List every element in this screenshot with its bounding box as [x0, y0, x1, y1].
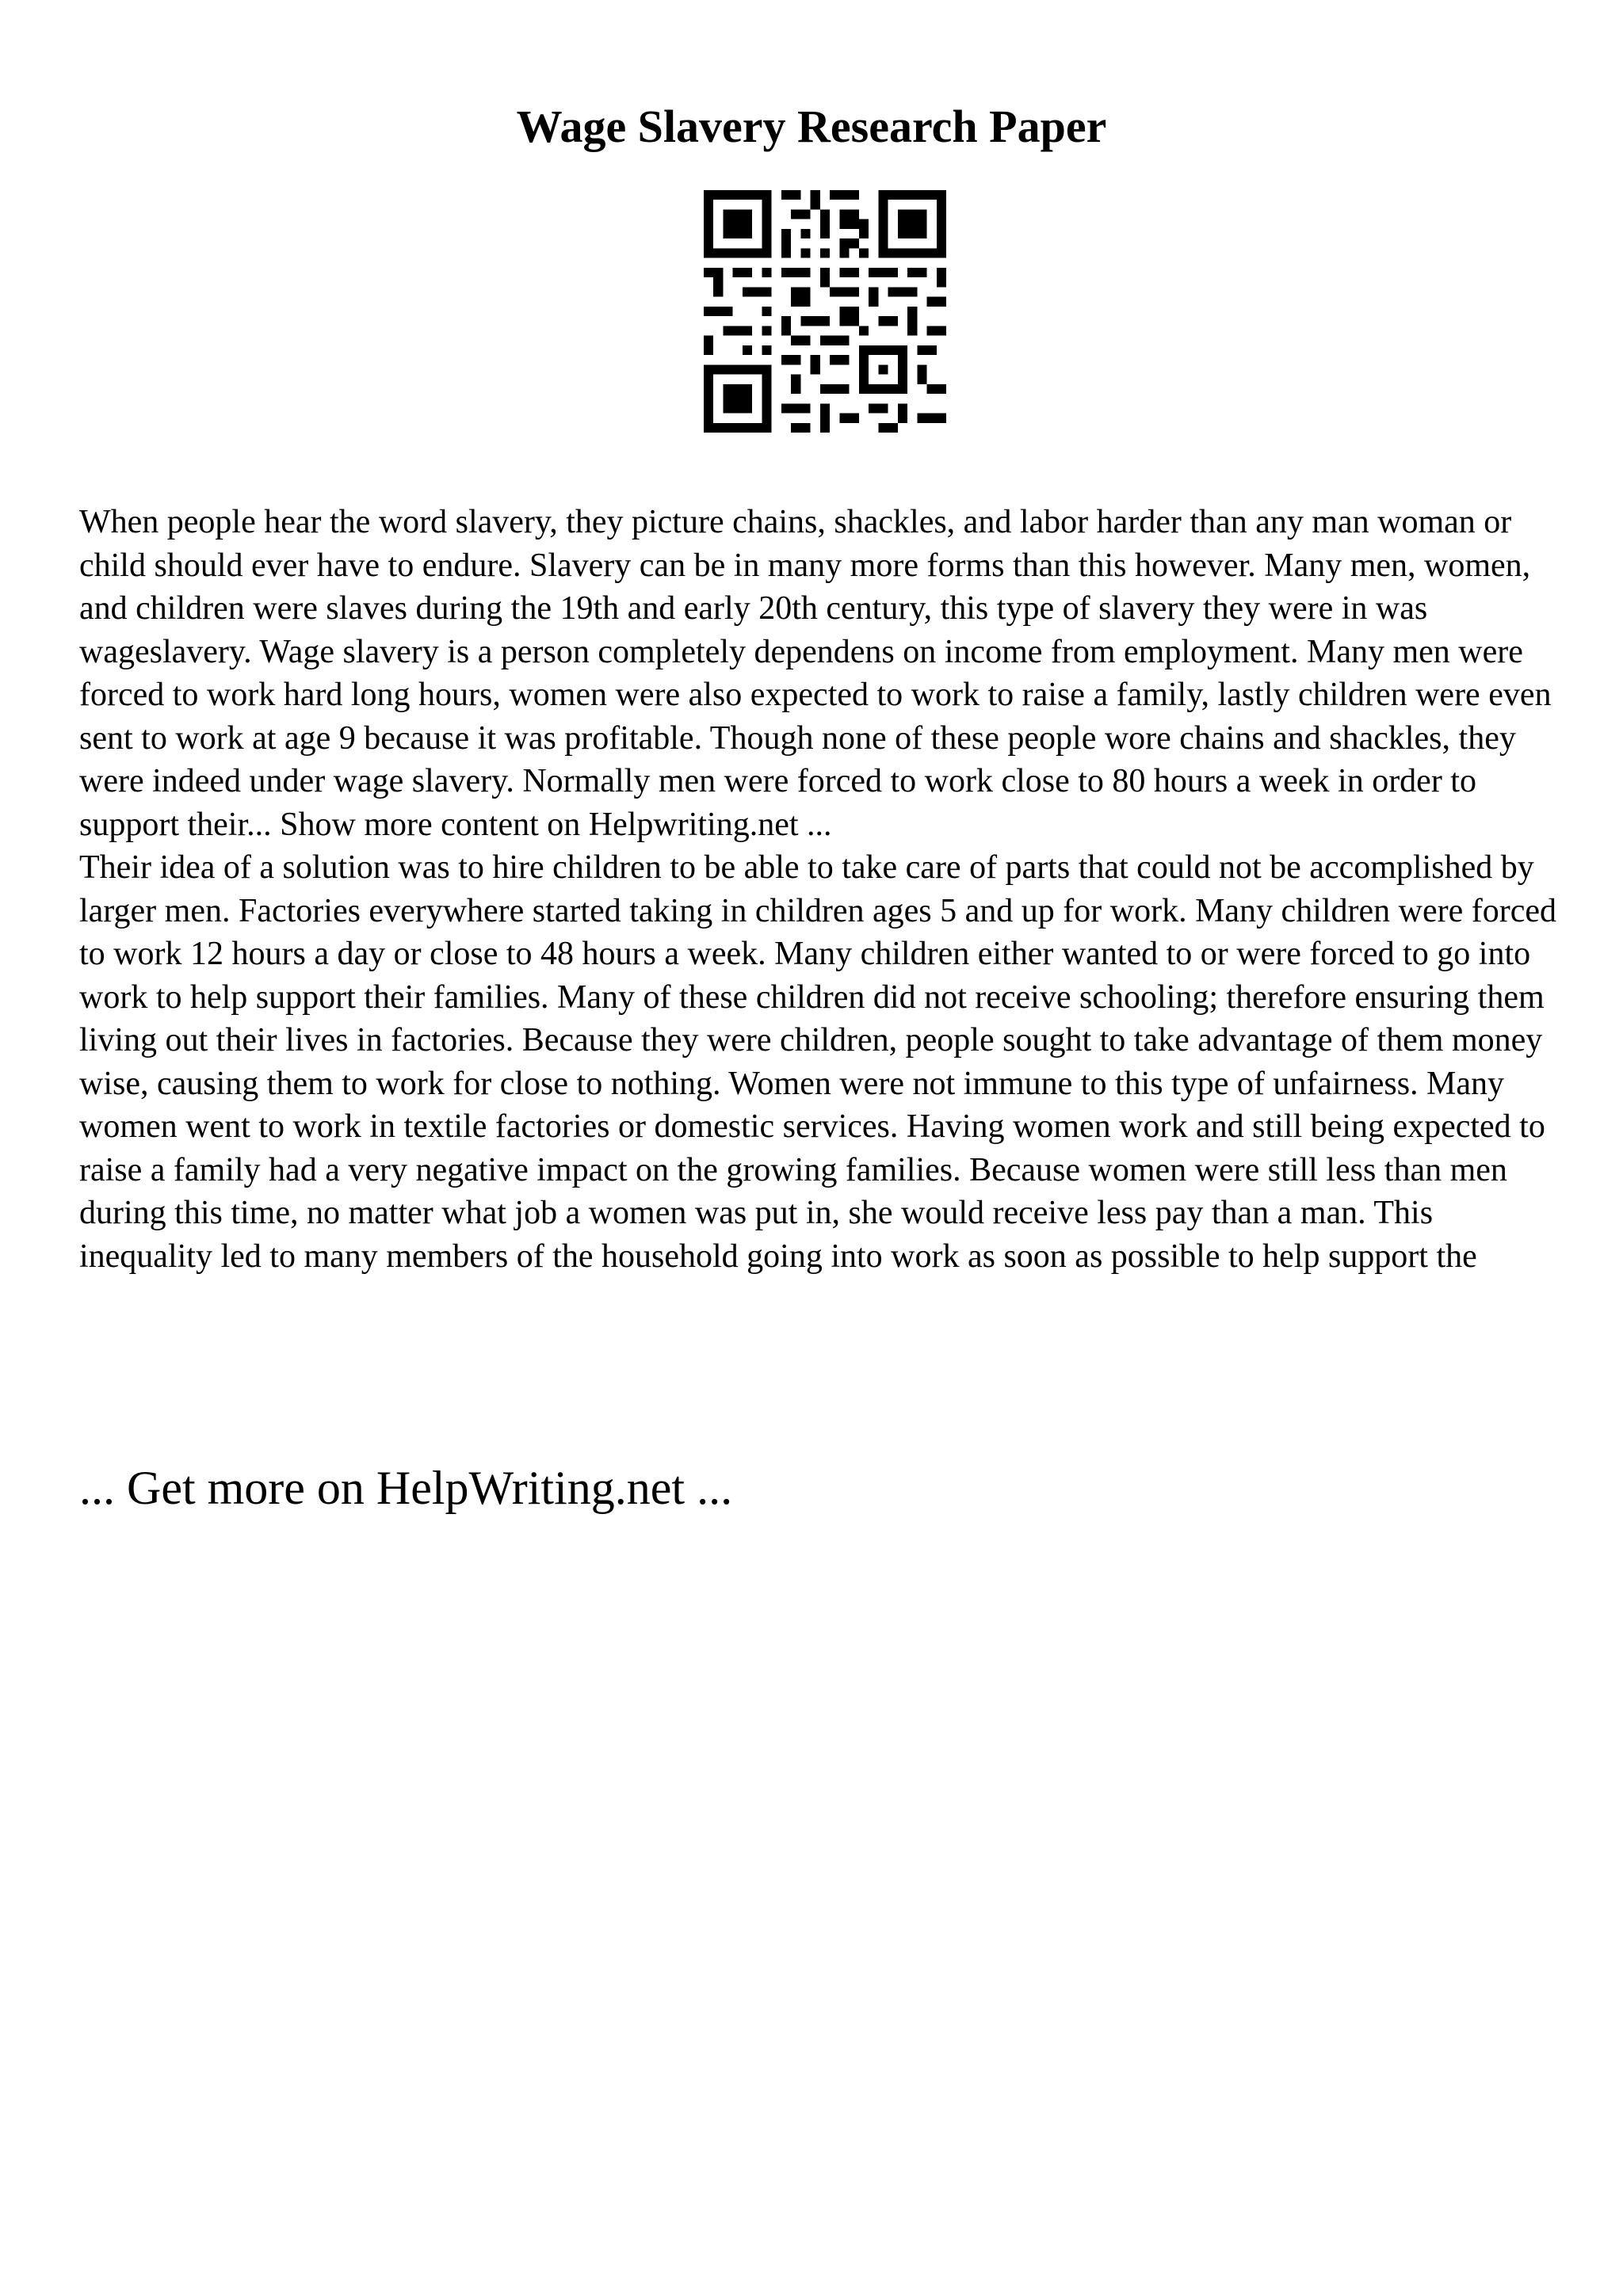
qr-code-icon	[704, 190, 946, 433]
paragraph-1: When people hear the word slavery, they picture chains, shackles, and labor harder than any man woman or child should ever have to endure. Slavery can be in many more forms than this however. Many men, women, and children were slaves during the 19th and early 20th century, this type of slavery they were in was wageslavery. Wage slavery is a person completely dependens on income from employment. Many men were forced to work hard long hours, women were also expected to work to raise a family, lastly children were even sent to work at age 9 because it was profitable. Though none of these people wore chains and shackles, they were indeed under wage slavery. Normally men were forced to work close to 80 hours a week in order to support their... Show more content on Helpwriting.net ...	[79, 504, 1552, 843]
get-more-link[interactable]: ... Get more on HelpWriting.net ...	[79, 1462, 733, 1514]
page-title: Wage Slavery Research Paper	[516, 101, 1107, 152]
paragraph-2: Their idea of a solution was to hire children to be able to take care of parts that could not be accomplished by larger men. Factories everywhere started taking in children ages 5 and up for work. Many children were forced to work 12 hours a day or close to 48 hours a week. Many children either wanted to or were forced to go into work to help support their families. Many of these children did not receive schooling; therefore ensuring them living out their lives in factories. Because they were children, people sought to take advantage of them money wise, causing them to work for close to nothing. Women were not immune to this type of unfairness. Many women went to work in textile factories or domestic services. Having women work and still being expected to raise a family had a very negative impact on the growing families. Because women were still less than men during this time, no matter what job a women was put in, she would receive less pay than a man. This inequality led to many members of the household going into work as soon as possible to help support the	[79, 849, 1557, 1275]
body-text	[79, 501, 1569, 1278]
